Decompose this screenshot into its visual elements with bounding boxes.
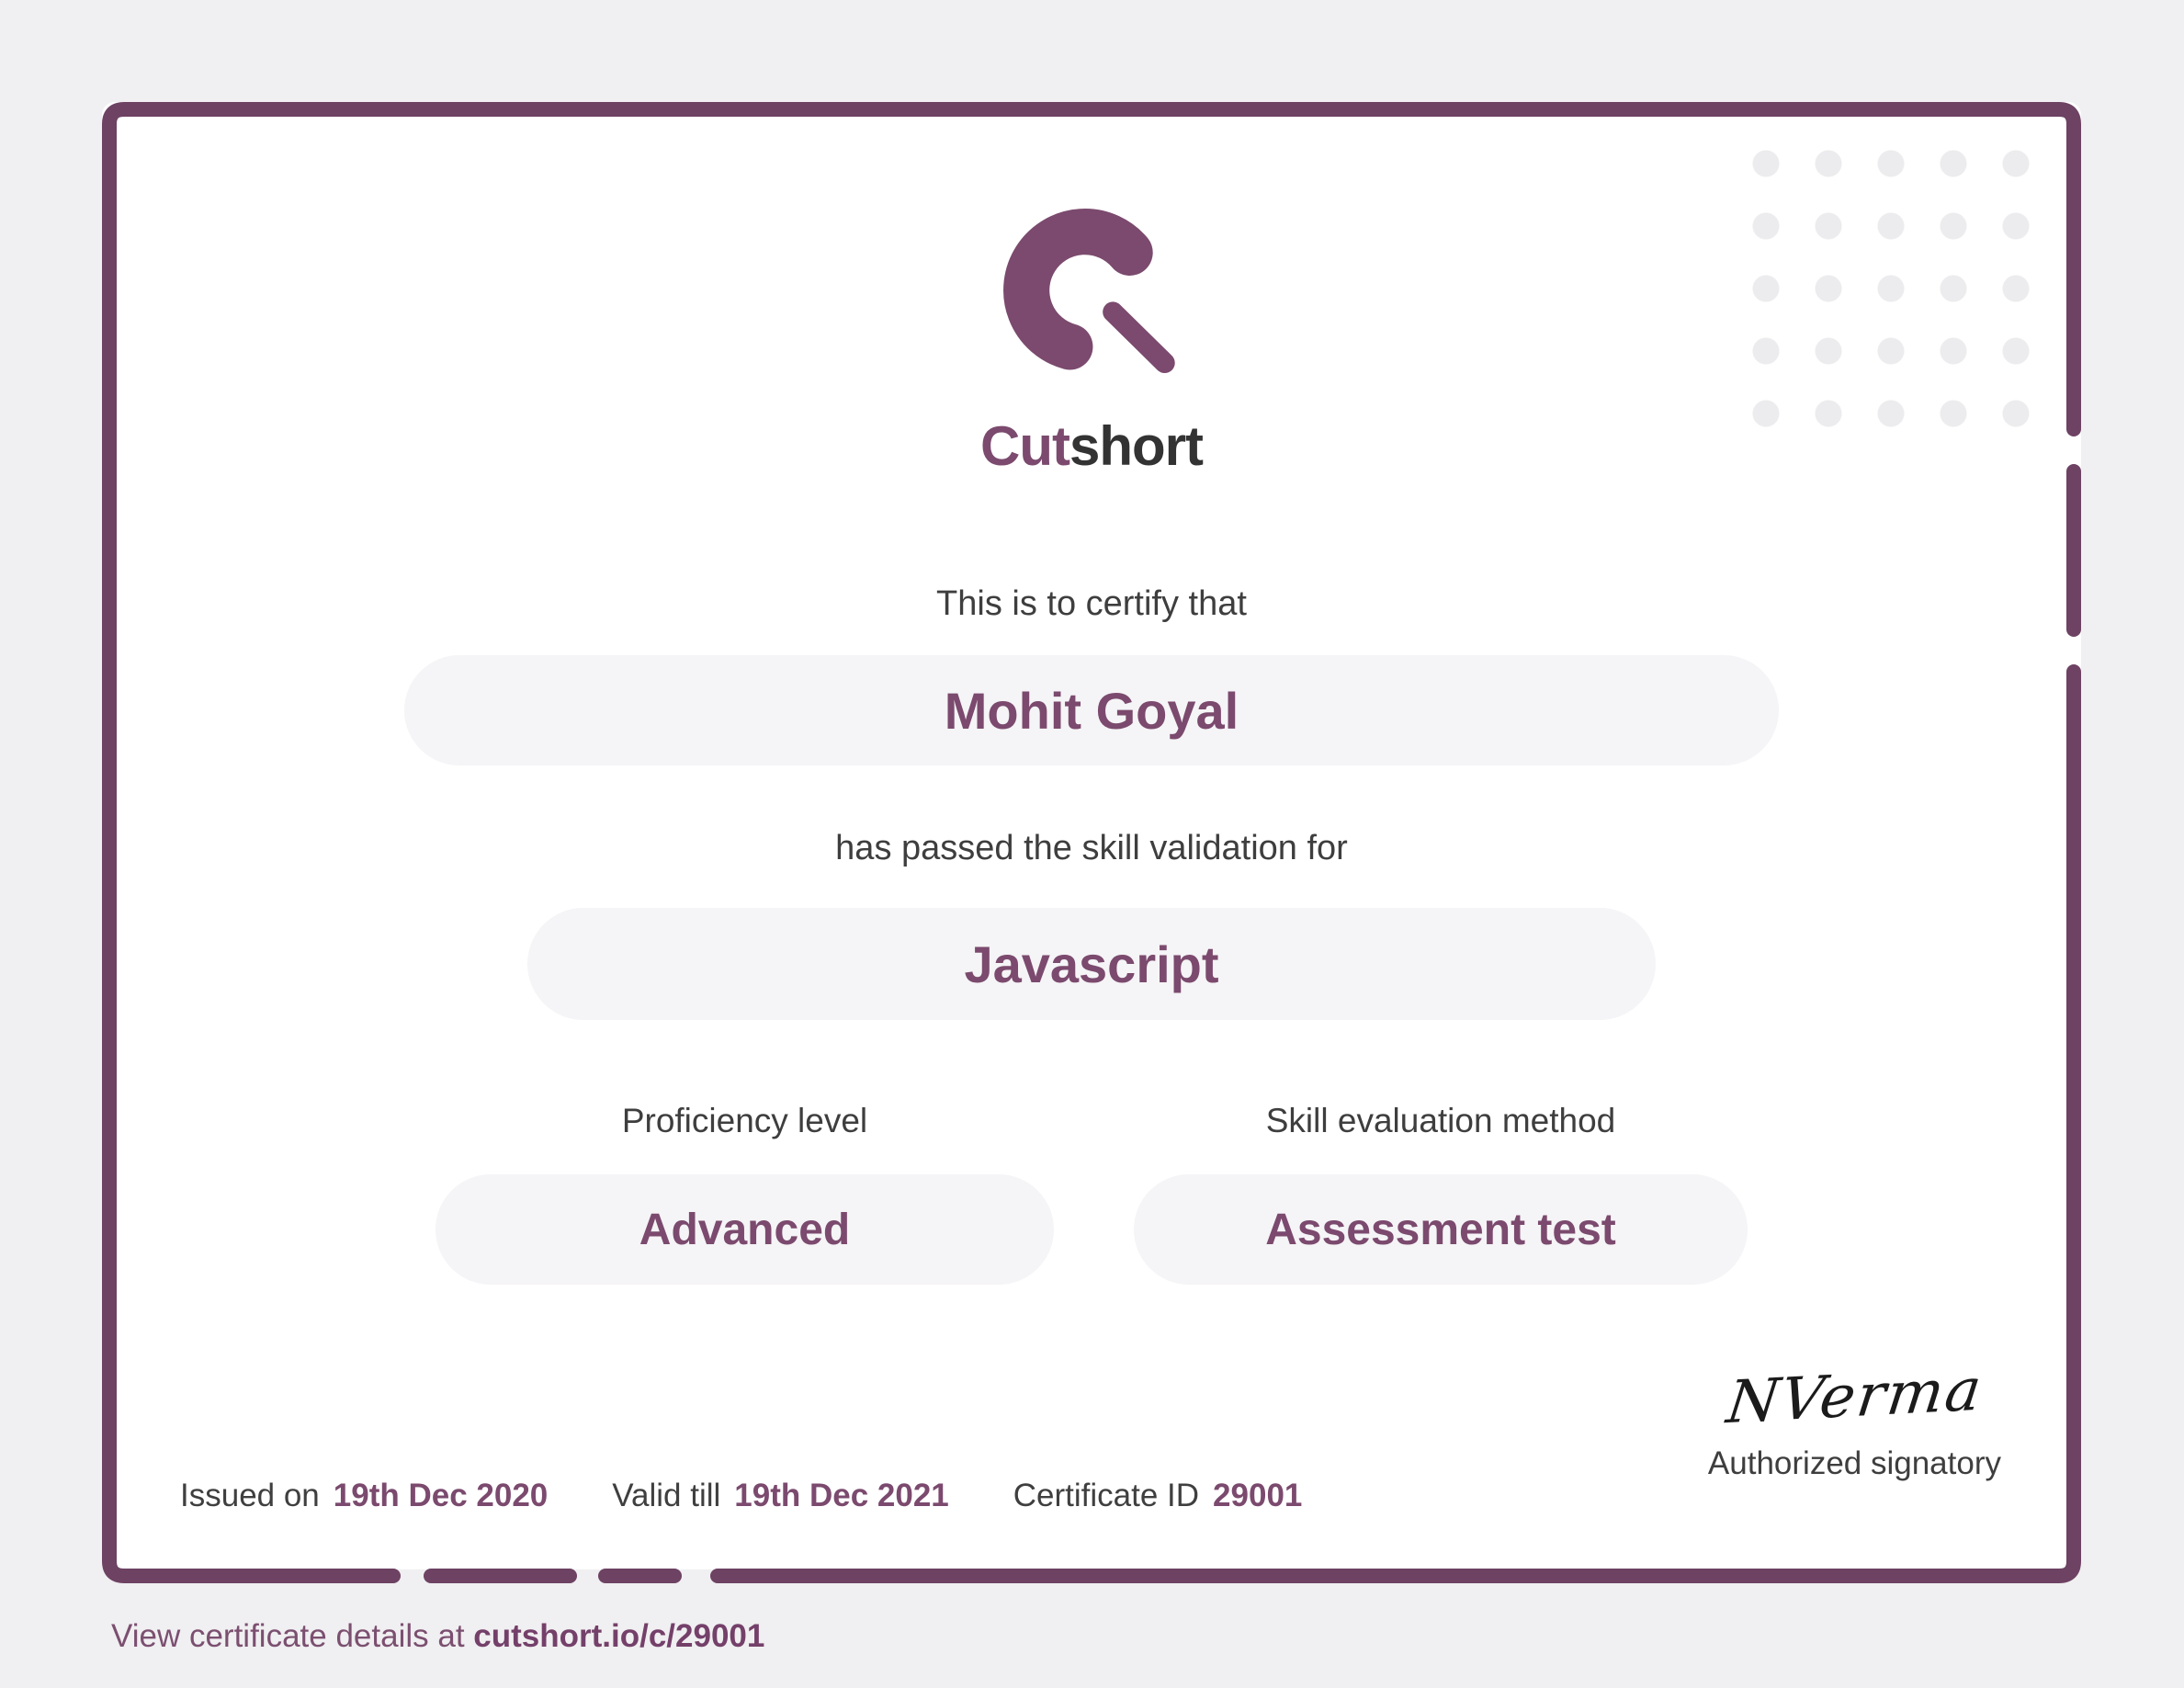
- valid-till-value: 19th Dec 2021: [734, 1478, 949, 1513]
- evaluation-label: Skill evaluation method: [1265, 1102, 1616, 1139]
- proficiency-value: Advanced: [639, 1205, 851, 1254]
- footer-prefix: View certificate details at: [111, 1618, 474, 1654]
- certificate-id-group: [1013, 1478, 1303, 1514]
- skill-name: Javascript: [964, 935, 1219, 993]
- statement-line: has passed the skill validation for: [835, 829, 1348, 867]
- proficiency-value-pill: [436, 1174, 1054, 1285]
- valid-till-group: [612, 1478, 949, 1514]
- skill-pill: [527, 908, 1656, 1020]
- valid-till-label: Valid till: [612, 1478, 721, 1513]
- evaluation-column: [1134, 1103, 1748, 1285]
- cutshort-logo-icon: [1003, 209, 1181, 386]
- signature-script: NVerma: [1722, 1355, 1986, 1438]
- certificate-id-value: 29001: [1213, 1478, 1303, 1513]
- authorized-signatory-label: Authorized signatory: [1707, 1445, 2001, 1481]
- recipient-name-pill: [404, 655, 1779, 765]
- recipient-name: Mohit Goyal: [944, 681, 1239, 740]
- wordmark-cut: Cut: [980, 415, 1069, 477]
- certificate-meta-row: [180, 1478, 1302, 1514]
- issued-on-value: 19th Dec 2020: [333, 1478, 549, 1513]
- proficiency-column: [436, 1103, 1054, 1285]
- cutshort-wordmark: [980, 415, 1203, 477]
- wordmark-short: short: [1069, 415, 1203, 477]
- signature-block: [1707, 1355, 2001, 1482]
- evaluation-value: Assessment test: [1265, 1205, 1616, 1254]
- evaluation-value-pill: [1134, 1174, 1748, 1285]
- certificate-id-label: Certificate ID: [1013, 1478, 1200, 1513]
- attributes-row: [436, 1103, 1748, 1285]
- intro-line: This is to certify that: [936, 584, 1247, 623]
- issued-on-label: Issued on: [180, 1478, 320, 1513]
- proficiency-label: Proficiency level: [621, 1102, 868, 1139]
- certificate-details-footer: [111, 1617, 764, 1656]
- certificate-details-link[interactable]: cutshort.io/c/29001: [473, 1618, 765, 1654]
- certificate-content: [102, 102, 2081, 1583]
- issued-on-group: [180, 1478, 548, 1514]
